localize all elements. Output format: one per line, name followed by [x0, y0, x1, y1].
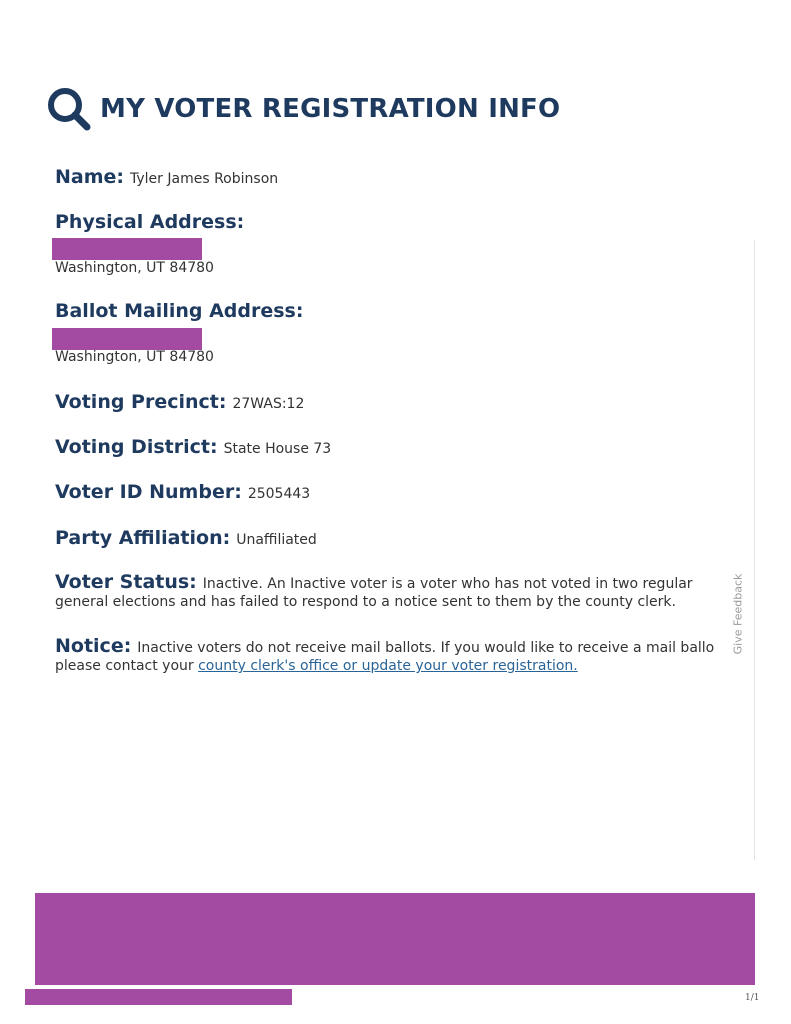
- physical-address-city: Washington, UT 84780: [55, 260, 214, 276]
- party-value: Unaffiliated: [236, 532, 317, 548]
- district-value: State House 73: [223, 441, 332, 457]
- feedback-divider: [754, 240, 755, 860]
- ballot-address-field: [55, 300, 303, 322]
- notice-text: Inactive voters do not receive mail ballots. If you would like to receive a mail ballo please contact your: [55, 640, 715, 674]
- voter-id-field: [55, 481, 310, 503]
- district-field: [55, 436, 331, 458]
- footer-redaction: [35, 893, 755, 985]
- name-value: Tyler James Robinson: [130, 171, 279, 187]
- notice-label: Notice:: [55, 635, 132, 657]
- footer-strip-redaction: [25, 989, 292, 1005]
- ballot-address-redaction: [52, 328, 202, 350]
- page-number: 1/1: [745, 993, 760, 1003]
- voter-id-label: Voter ID Number:: [55, 481, 242, 503]
- county-clerk-link[interactable]: county clerk's office or update your voter registration.: [198, 658, 578, 674]
- magnifying-glass-icon: [46, 86, 92, 132]
- precinct-label: Voting Precinct:: [55, 391, 227, 413]
- give-feedback-tab[interactable]: Give Feedback: [731, 573, 745, 655]
- page-header: [46, 86, 560, 132]
- physical-address-redaction: [52, 238, 202, 260]
- party-label: Party Affiliation:: [55, 527, 231, 549]
- party-field: [55, 527, 317, 549]
- physical-address-field: [55, 211, 244, 233]
- physical-address-label: Physical Address:: [55, 211, 245, 233]
- name-label: Name:: [55, 166, 125, 188]
- voter-id-value: 2505443: [247, 486, 311, 502]
- district-label: Voting District:: [55, 436, 218, 458]
- voter-status-text: Inactive. An Inactive voter is a voter who has not voted in two regular general elections and has failed to respond to a notice sent to them by the county clerk.: [55, 576, 693, 610]
- name-field: [55, 166, 278, 188]
- precinct-field: [55, 391, 304, 413]
- voter-status-label: Voter Status:: [55, 571, 197, 593]
- ballot-address-city: Washington, UT 84780: [55, 349, 214, 365]
- precinct-value: 27WAS:12: [232, 396, 305, 412]
- voter-status-block: [55, 573, 725, 611]
- ballot-address-label: Ballot Mailing Address:: [55, 300, 304, 322]
- page-title: MY VOTER REGISTRATION INFO: [100, 94, 561, 124]
- notice-block: [55, 637, 725, 675]
